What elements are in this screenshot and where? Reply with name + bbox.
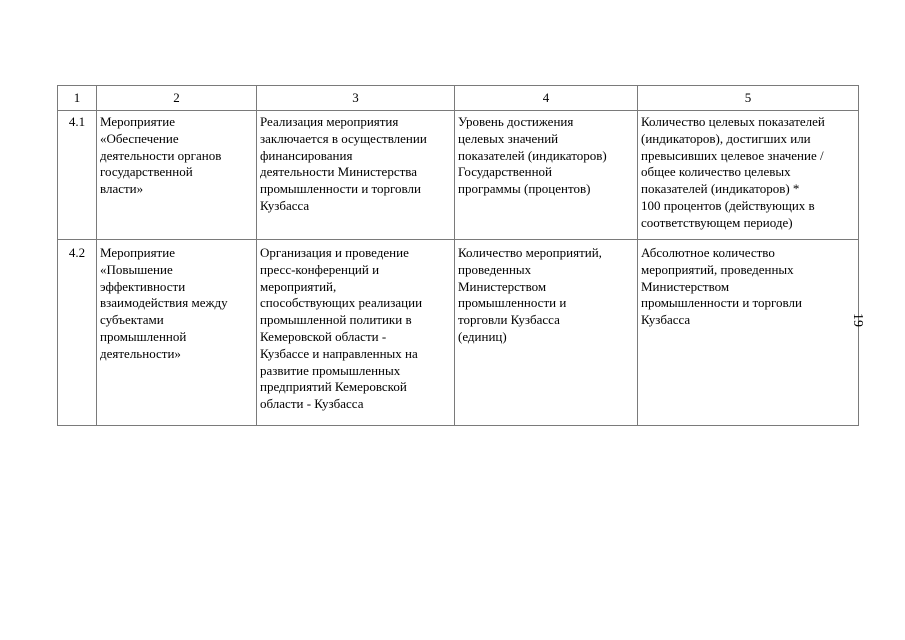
header-cell-2: 2 — [97, 86, 257, 111]
table-header-row — [58, 86, 859, 111]
table-row — [58, 240, 859, 426]
header-cell-4: 4 — [455, 86, 638, 111]
indicator-name-cell: Количество мероприятий, проведенных Министерством промышленности и торговли Кузбасса (единиц) — [455, 240, 638, 426]
table-row — [58, 111, 859, 240]
event-description-cell: Реализация мероприятия заключается в осуществлении финансирования деятельности Министерства промышленности и торговли Кузбасса — [257, 111, 455, 240]
indicators-table — [57, 85, 859, 426]
header-cell-1: 1 — [58, 86, 97, 111]
event-name-cell: Мероприятие «Обеспечение деятельности органов государственной власти» — [97, 111, 257, 240]
event-name-cell: Мероприятие «Повышение эффективности взаимодействия между субъектами промышленной деятельности» — [97, 240, 257, 426]
header-cell-5: 5 — [638, 86, 859, 111]
header-cell-3: 3 — [257, 86, 455, 111]
calculation-formula-cell: Количество целевых показателей (индикаторов), достигших или превысивших целевое значение / общее количество целевых показателей (индикаторов) * 100 процентов (действующих в соответствующем периоде) — [638, 111, 859, 240]
indicator-name-cell: Уровень достижения целевых значений показателей (индикаторов) Государственной программы (процентов) — [455, 111, 638, 240]
calculation-formula-cell: Абсолютное количество мероприятий, проведенных Министерством промышленности и торговли Кузбасса — [638, 240, 859, 426]
row-number: 4.2 — [58, 240, 97, 426]
row-number: 4.1 — [58, 111, 97, 240]
event-description-cell: Организация и проведение пресс-конференций и мероприятий, способствующих реализации промышленной политики в Кемеровской области - Кузбассе и направленных на развитие промышленных предприятий Кемеровской области - Кузбасса — [257, 240, 455, 426]
page-number: 19 — [850, 313, 865, 327]
